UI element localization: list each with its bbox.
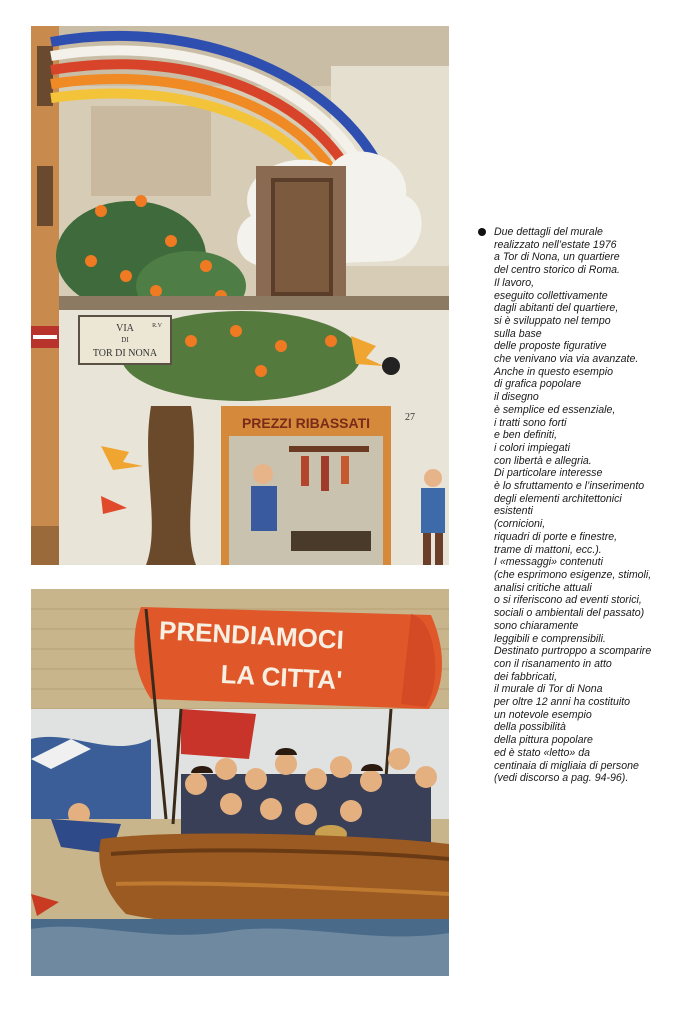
caption-line: della possibilità [494, 721, 566, 734]
caption-line: Due dettagli del murale [494, 226, 603, 238]
street-sign-line2: DI [121, 336, 129, 344]
caption-line: I «messaggi» contenuti [494, 556, 603, 569]
caption-line: un notevole esempio [494, 708, 592, 721]
butterfly-icon [382, 357, 400, 375]
caption-line: con libertà e allegria. [494, 454, 592, 467]
caption-line: del centro storico di Roma. [494, 264, 621, 277]
mural-top-illustration [31, 26, 449, 565]
shopkeeper-figure [253, 464, 273, 484]
street-sign-line1: VIA [116, 323, 134, 334]
caption-line: Anche in questo esempio [494, 365, 613, 378]
caption-text [494, 226, 693, 785]
caption-line: è lo sfruttamento e l’inserimento [494, 480, 645, 493]
banner-line2: LA CITTA' [219, 658, 344, 696]
caption-line: con il risanamento in atto [494, 657, 612, 670]
tree-trunk-icon [146, 406, 196, 565]
caption-line: sulla base [494, 327, 542, 340]
red-flag-icon [181, 709, 256, 759]
caption-line: per oltre 12 anni ha costituito [494, 696, 631, 709]
caption-line: della pittura popolare [494, 734, 593, 747]
caption-line: il murale di Tor di Nona [494, 683, 603, 696]
caption-line: delle proposte figurative [494, 340, 607, 353]
caption-line: che venivano via via avanzate. [494, 353, 639, 366]
caption-line: sociali o ambientali del passato) [494, 607, 645, 620]
child-figure [421, 488, 445, 533]
caption-line: il disegno [494, 391, 539, 404]
boat-icon [99, 834, 449, 933]
caption-line: di grafica popolare [494, 378, 582, 391]
caption [478, 226, 693, 785]
caption-line: centinaia di migliaia di persone [494, 759, 639, 772]
caption-line: Il lavoro, [494, 276, 535, 289]
caption-line: ed è stato «letto» da [494, 746, 591, 759]
caption-line: degli elementi architettonici [494, 492, 622, 505]
caption-line: analisi critiche attuali [494, 581, 592, 594]
house-number: 27 [405, 412, 415, 423]
bullet-icon [478, 228, 486, 236]
caption-line: i colori impiegati [494, 441, 570, 454]
caption-line: realizzato nell’estate 1976 [494, 238, 617, 251]
caption-line: è semplice ed essenziale, [494, 403, 616, 416]
caption-line: o si riferiscono ad eventi storici, [494, 594, 642, 607]
banner-line1: PRENDIAMOCI [158, 615, 345, 655]
street-sign-line3: TOR DI NONA [92, 348, 158, 359]
caption-line: Di particolare interesse [494, 467, 603, 480]
caption-line: e ben definiti, [494, 429, 558, 442]
mural-photo-bottom [31, 589, 449, 976]
caption-line: si è sviluppato nel tempo [494, 314, 611, 327]
shop-sign: PREZZI RIBASSATI [241, 415, 371, 431]
mural-bottom-illustration [31, 589, 449, 976]
caption-line: (vedi discorso a pag. 94-96). [494, 772, 629, 785]
caption-line: i tratti sono forti [494, 416, 567, 429]
banner [134, 607, 442, 709]
caption-line: esistenti [494, 505, 533, 518]
caption-line: (cornicioni, [494, 518, 546, 531]
caption-line: dei fabbricati, [494, 670, 558, 683]
caption-line: a Tor di Nona, un quartiere [494, 251, 620, 264]
mural-photo-top [31, 26, 449, 565]
street-sign-corner: R.V [152, 323, 162, 329]
caption-line: leggibili e comprensibili. [494, 632, 606, 645]
caption-line: eseguito collettivamente [494, 289, 608, 302]
caption-line: riquadri di porte e finestre, [494, 530, 618, 543]
caption-line: trame di mattoni, ecc.). [494, 543, 602, 556]
caption-line: dagli abitanti del quartiere, [494, 302, 619, 315]
street-sign [79, 316, 171, 364]
caption-line: Destinato purtroppo a scomparire [494, 645, 652, 658]
caption-line: (che esprimono esigenze, stimoli, [494, 568, 652, 581]
caption-line: sono chiaramente [494, 619, 579, 632]
